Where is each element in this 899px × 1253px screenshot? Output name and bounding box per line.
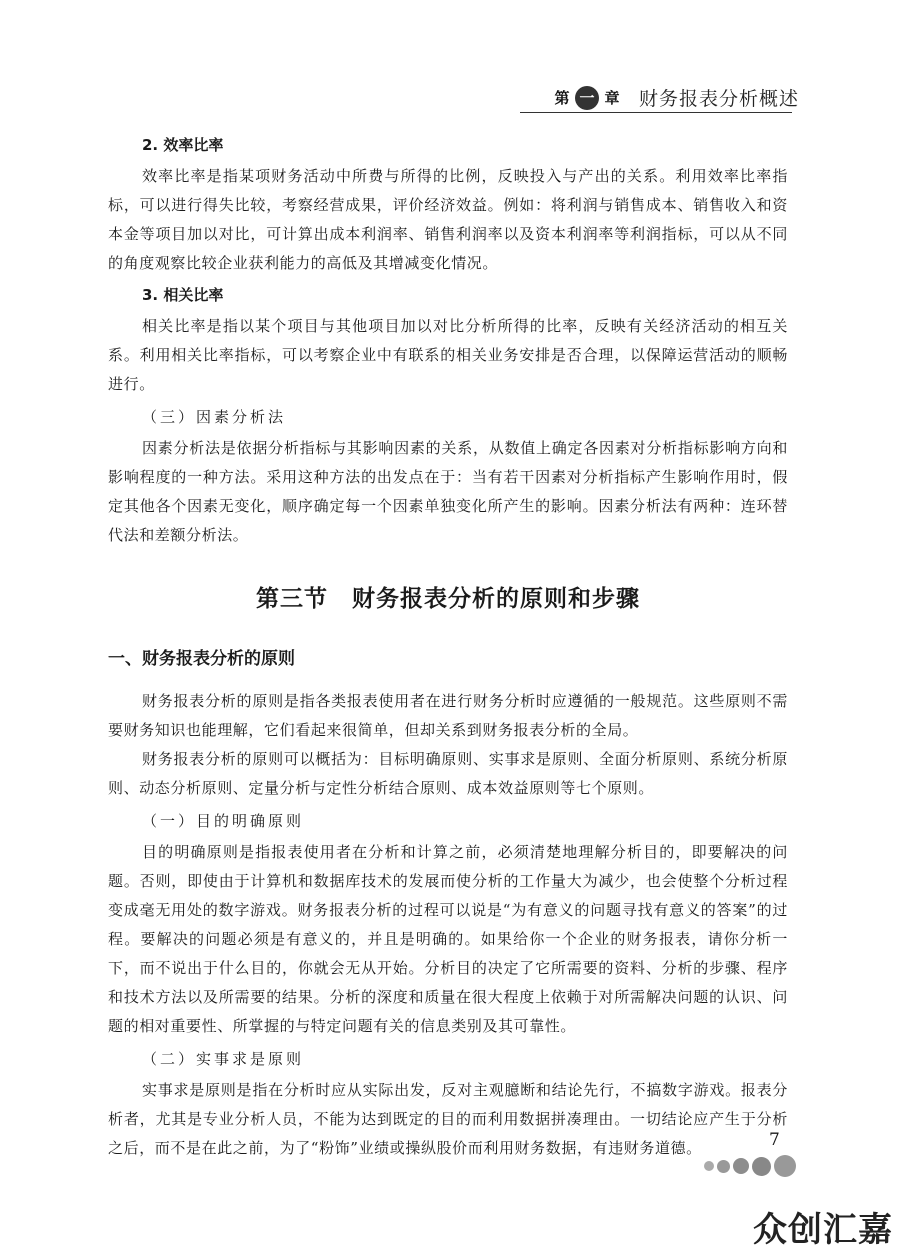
- principles-heading: 一、财务报表分析的原则: [108, 649, 295, 669]
- chapter-prefix: 第: [554, 88, 570, 107]
- decorative-dots-icon: [704, 1155, 796, 1177]
- chapter-number-badge: 一: [575, 86, 599, 110]
- related-ratio-heading: 3. 相关比率: [142, 286, 224, 304]
- goal-principle-paragraph: 目的明确原则是指报表使用者在分析和计算之前，必须清楚地理解分析目的，即要解决的问题。否则，即使由于计算机和数据库技术的发展而使分析的工作量大为减少，也会使整个分析过程变成毫无用处的数字游戏。财务报表分析的过程可以说是“为有意义的问题寻找有意义的答案”的过程。要解决的问题必须是有意义的，并且是明确的。如果给你一个企业的财务报表，请你分析一下，而不说出于什么目的，你就会无从开始。分析目的决定了它所需要的资料、分析的步骤、程序和技术方法以及所需要的结果。分析的深度和质量在很大程度上依赖于对所需解决问题的认识、问题的相对重要性、所掌握的与特定问题有关的信息类别及其可靠性。: [108, 843, 788, 1035]
- factor-analysis-paragraph: 因素分析法是依据分析指标与其影响因素的关系，从数值上确定各因素对分析指标影响方向和影响程度的一种方法。采用这种方法的出发点在于：当有若干因素对分析指标产生影响作用时，假定其他各个因素无变化，顺序确定每一个因素单独变化所产生的影响。因素分析法有两种：连环替代法和差额分析法。: [108, 439, 788, 544]
- factor-analysis-heading: （三）因素分析法: [142, 408, 287, 426]
- dot-icon: [704, 1161, 714, 1171]
- chapter-suffix: 章: [604, 88, 620, 107]
- dot-icon: [752, 1157, 771, 1176]
- efficiency-ratio-paragraph: 效率比率是指某项财务活动中所费与所得的比例，反映投入与产出的关系。利用效率比率指标，可以进行得失比较，考察经营成果，评价经济效益。例如：将利润与销售成本、销售收入和资本金等项目加以对比，可计算出成本利润率、销售利润率以及资本利润率等利润指标，可以从不同的角度观察比较企业获利能力的高低及其增减变化情况。: [108, 167, 788, 272]
- principles-paragraph-1: 财务报表分析的原则是指各类报表使用者在进行财务分析时应遵循的一般规范。这些原则不需要财务知识也能理解，它们看起来很简单，但却关系到财务报表分析的全局。: [108, 692, 788, 739]
- section-title: 第三节 财务报表分析的原则和步骤: [256, 585, 640, 612]
- chapter-title: 财务报表分析概述: [638, 88, 799, 110]
- efficiency-ratio-heading: 2. 效率比率: [142, 136, 224, 154]
- truth-principle-paragraph: 实事求是原则是指在分析时应从实际出发，反对主观臆断和结论先行，不搞数字游戏。报表分析者，尤其是专业分析人员，不能为达到既定的目的而利用数据拼凑理由。一切结论应产生于分析之后，而不是在此之前，为了“粉饰”业绩或操纵股价而利用财务数据，有违财务道德。: [108, 1081, 788, 1157]
- goal-principle-heading: （一）目的明确原则: [142, 812, 305, 830]
- page-body: [108, 134, 788, 1163]
- dot-icon: [774, 1155, 796, 1177]
- running-header: [551, 84, 799, 111]
- header-divider: [520, 112, 792, 113]
- watermark-logo: 众创汇嘉: [753, 1210, 893, 1250]
- principles-paragraph-2: 财务报表分析的原则可以概括为：目标明确原则、实事求是原则、全面分析原则、系统分析原则、动态分析原则、定量分析与定性分析结合原则、成本效益原则等七个原则。: [108, 750, 788, 797]
- related-ratio-paragraph: 相关比率是指以某个项目与其他项目加以对比分析所得的比率，反映有关经济活动的相互关系。利用相关比率指标，可以考察企业中有联系的相关业务安排是否合理，以保障运营活动的顺畅进行。: [108, 317, 788, 393]
- dot-icon: [717, 1160, 730, 1173]
- page-number: 7: [769, 1130, 780, 1150]
- dot-icon: [733, 1158, 749, 1174]
- truth-principle-heading: （二）实事求是原则: [142, 1050, 305, 1068]
